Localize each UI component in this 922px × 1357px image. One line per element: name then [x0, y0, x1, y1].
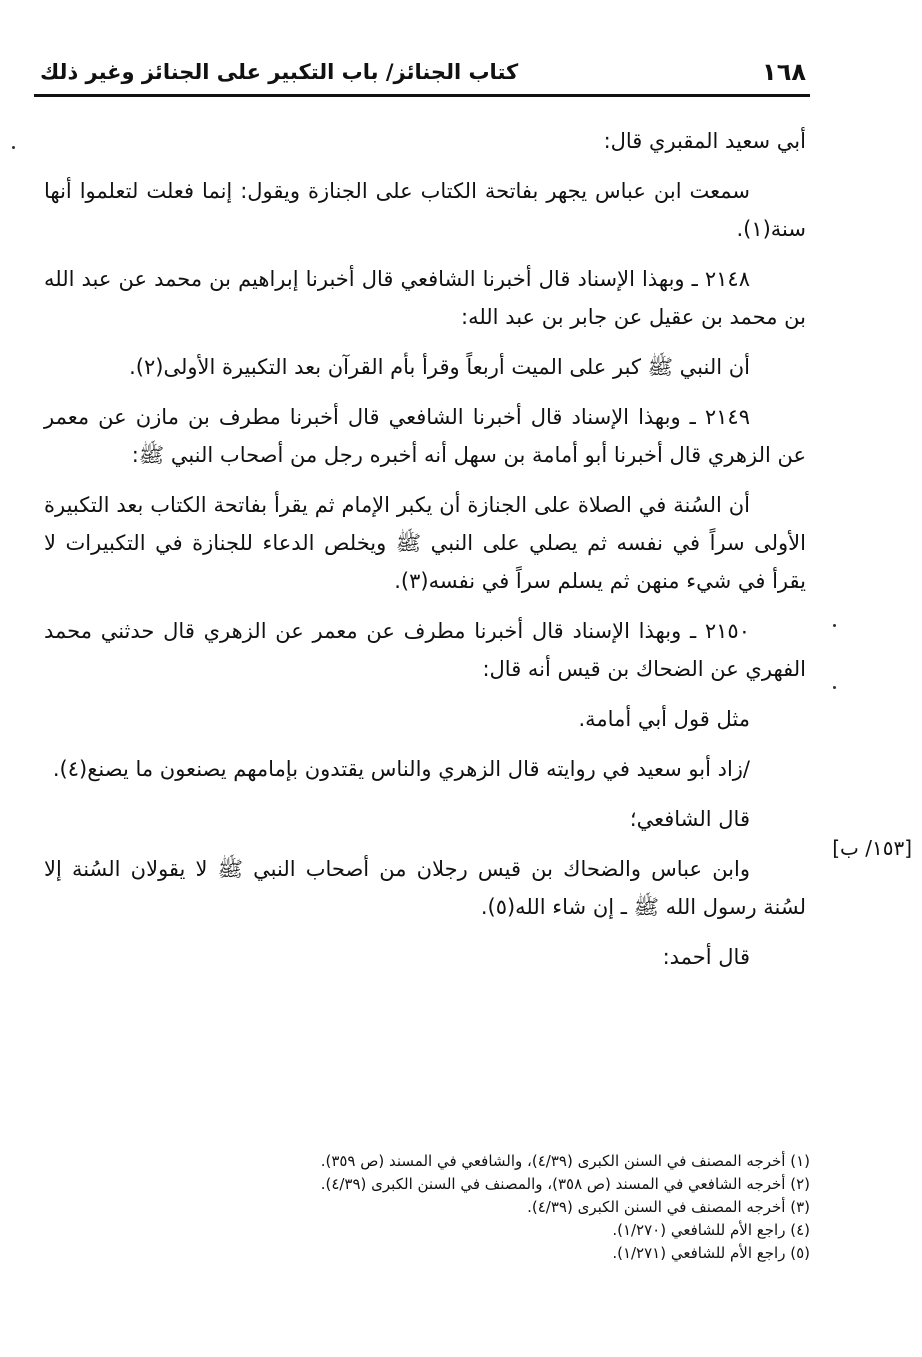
manuscript-folio-marker: [١٥٣/ ب] — [832, 836, 912, 860]
paragraph: مثل قول أبي أمامة. — [578, 707, 750, 731]
hadith-2149: ٢١٤٩ ـ وبهذا الإسناد قال أخبرنا الشافعي قال أخبرنا مطرف بن مازن عن معمر عن الزهري قال أخبرنا أبو أمامة بن سهل أنه أخبره رجل من أصحاب النبي ﷺ: — [44, 405, 806, 467]
footnote: (١) أخرجه المصنف في السنن الكبرى (٤/٣٩)، والشافعي في المسند (ص ٣٥٩). — [320, 1152, 810, 1170]
scan-speck — [12, 146, 15, 149]
paragraph: أن النبي ﷺ كبر على الميت أربعاً وقرأ بأم القرآن بعد التكبيرة الأولى(٢). — [129, 355, 750, 379]
paragraph: وابن عباس والضحاك بن قيس رجلان من أصحاب النبي ﷺ لا يقولان السُنة إلا لسُنة رسول الله ﷺ ـ إن شاء الله(٥). — [44, 857, 806, 919]
page-header — [34, 58, 810, 97]
scan-speck — [833, 624, 836, 627]
running-title: كتاب الجنائز/ باب التكبير على الجنائز وغير ذلك — [40, 60, 519, 84]
paragraph: قال أحمد: — [662, 945, 750, 969]
scan-speck — [833, 686, 836, 689]
hadith-2150: ٢١٥٠ ـ وبهذا الإسناد قال أخبرنا مطرف عن معمر عن الزهري قال حدثني محمد الفهري عن الضحاك بن قيس أنه قال: — [44, 619, 806, 681]
hadith-2148: ٢١٤٨ ـ وبهذا الإسناد قال أخبرنا الشافعي قال أخبرنا إبراهيم بن محمد عن عبد الله بن محمد بن عقيل عن جابر بن عبد الله: — [44, 267, 806, 329]
paragraph: أبي سعيد المقبري قال: — [603, 129, 806, 153]
footnotes — [210, 1150, 810, 1265]
main-text — [44, 122, 806, 988]
paragraph: /زاد أبو سعيد في روايته قال الزهري والناس يقتدون بإمامهم يصنعون ما يصنع(٤). — [52, 757, 750, 781]
footnote: (٣) أخرجه المصنف في السنن الكبرى (٤/٣٩). — [527, 1198, 810, 1216]
page-number: ١٦٨ — [762, 58, 806, 86]
footnote: (٢) أخرجه الشافعي في المسند (ص ٣٥٨)، والمصنف في السنن الكبرى (٤/٣٩). — [320, 1175, 810, 1193]
footnote: (٤) راجع الأم للشافعي (١/٢٧٠). — [612, 1221, 810, 1239]
paragraph: أن السُنة في الصلاة على الجنازة أن يكبر الإمام ثم يقرأ بفاتحة الكتاب بعد التكبيرة الأولى سراً في نفسه ثم يصلي على النبي ﷺ ويخلص الدعاء للجنازة في التكبيرات لا يقرأ في شيء منهن ثم يسلم سراً في نفسه(٣). — [44, 493, 806, 593]
paragraph: سمعت ابن عباس يجهر بفاتحة الكتاب على الجنازة ويقول: إنما فعلت لتعلموا أنها سنة(١). — [44, 179, 806, 241]
paragraph: قال الشافعي؛ — [629, 807, 750, 831]
footnote: (٥) راجع الأم للشافعي (١/٢٧١). — [612, 1244, 810, 1262]
